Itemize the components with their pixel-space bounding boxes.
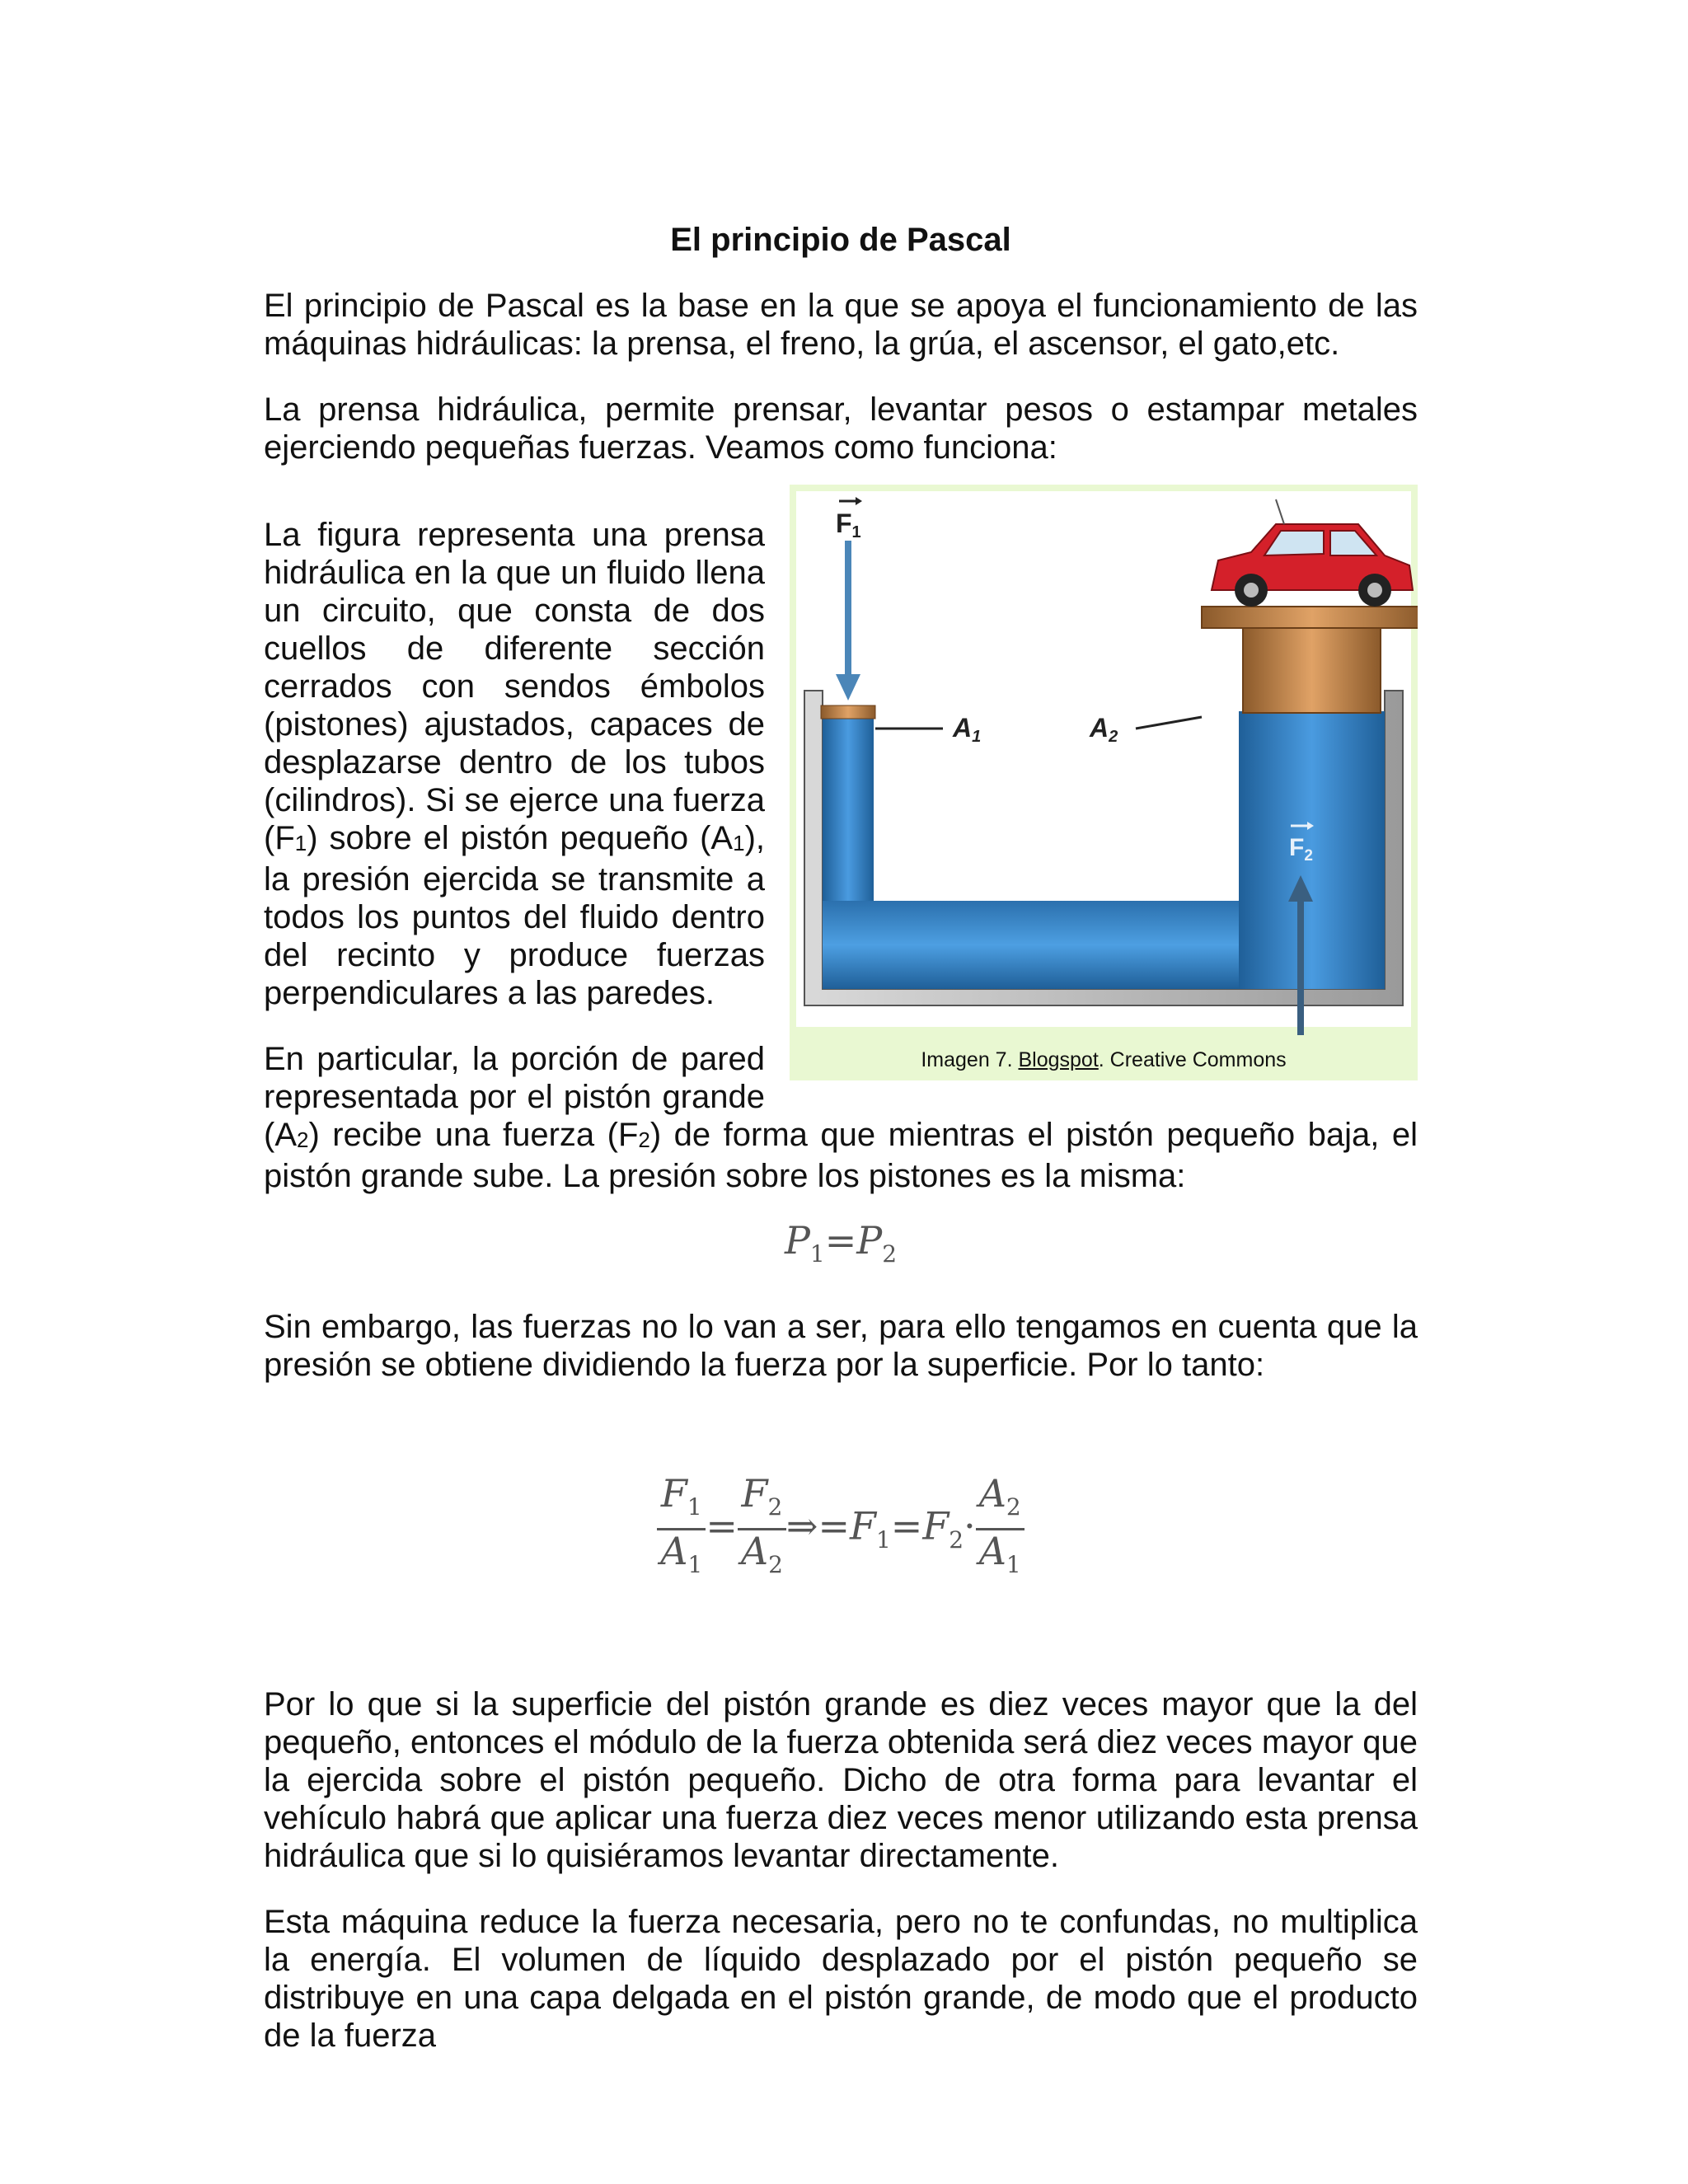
page-title: El principio de Pascal <box>670 222 1011 258</box>
large-piston <box>1243 626 1381 713</box>
paragraph-sin-embargo: Sin embargo, las fuerzas no lo van a ser, para ello tengamos en cuenta que la presión se obtiene dividiendo la fuerza por la superficie. Por lo tanto: <box>264 1309 1418 1384</box>
label-f2: $F_2$ <box>1289 834 1313 865</box>
figure-caption <box>790 1047 1418 1072</box>
hydraulic-press-illustration <box>790 485 1418 1080</box>
paragraph-prensa: La prensa hidráulica, permite prensar, levantar pesos o estampar metales ejerciendo pequeñas fuerzas. Veamos como funciona: <box>264 391 1418 466</box>
paragraph-particular: En particular, la porción de pared representada por el pistón grande $(A_2)$ recibe una fuerza $(F_2)$ de forma que mientras el pistón pequeño baja, el pistón grande sube. La presión sobre los pistones es la misma: <box>264 1041 1418 1194</box>
hydraulic-press-figure <box>790 485 1418 1080</box>
label-a2: A2 <box>1090 713 1118 746</box>
formula-force-ratio: $\frac{F_1}{A_1}$ = $\frac{F_2}{A_2}$ $\Rightarrow=F_1=F_2\cdot$ $\frac{A_2}{A_1}$ <box>264 1473 1418 1586</box>
label-f1: F1 <box>836 509 861 541</box>
document-body <box>264 221 1418 2055</box>
figure-inner-gap <box>874 691 1239 901</box>
caption-prefix: Imagen 7. <box>921 1048 1019 1071</box>
paragraph-figure-description: La figura representa una prensa hidráulica en la que un fluido llena un circuito, que consta de dos cuellos de diferente sección cerrados con sendos émbolos (pistones) ajustados, capaces de desplazarse dentro de los tubos (cilindros). Si se ejerce una fuerza $(F_1)$ sobre el pistón pequeño $(A_1)$, la presión ejercida se transmite a todos los puntos del fluido dentro del recinto y produce fuerzas perpendiculares a las paredes. <box>264 517 765 1011</box>
formula-pressure-equality: $P_1=P_2$ <box>784 1218 898 1268</box>
paragraph-conclusion: Por lo que si la superficie del pistón grande es diez veces mayor que la del pequeño, entonces el módulo de la fuerza obtenida será diez veces mayor que la ejercida sobre el pistón pequeño. Dicho de otra forma para levantar el vehículo habrá que aplicar una fuerza diez veces menor utilizando esta prensa hidráulica que si lo quisiéramos levantar directamente. <box>264 1685 1418 1874</box>
caption-suffix: . Creative Commons <box>1098 1048 1287 1071</box>
label-a1: A1 <box>953 713 982 746</box>
small-piston <box>821 705 875 719</box>
paragraph-energia: Esta máquina reduce la fuerza necesaria, pero no te confundas, no multiplica la energía. El volumen de líquido desplazado por el pistón pequeño se distribuye en una capa delgada en el pistón grande, de modo que el producto de la fuerza <box>264 1903 1418 2054</box>
caption-link-blogspot[interactable]: Blogspot <box>1018 1048 1099 1071</box>
large-piston-platform <box>1202 607 1418 628</box>
paragraph-intro: El principio de Pascal es la base en la que se apoya el funcionamiento de las máquinas hidráulicas: la prensa, el freno, la grúa, el ascensor, el gato,etc. <box>264 288 1418 362</box>
